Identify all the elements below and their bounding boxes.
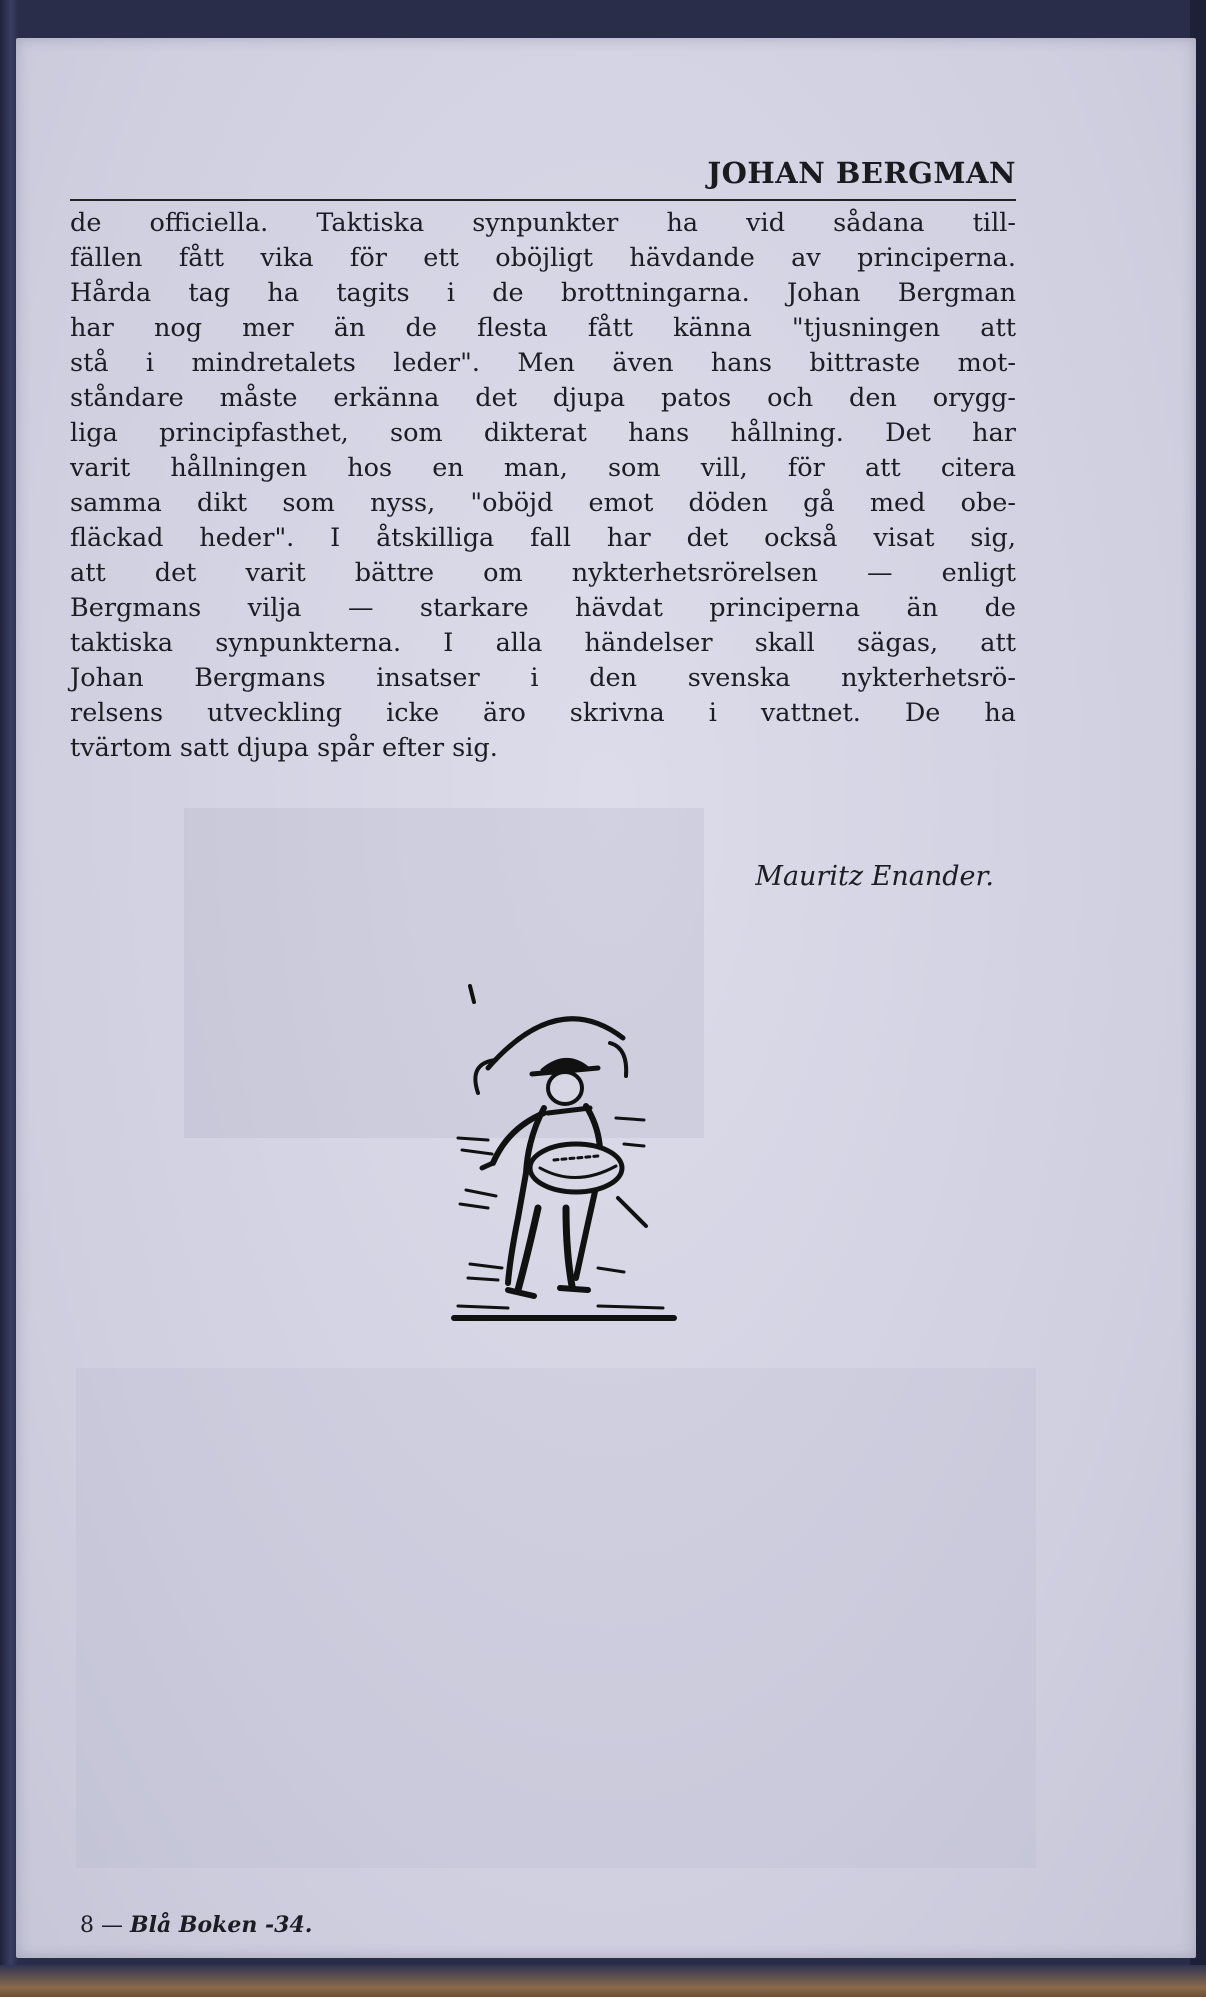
book-page — [16, 38, 1196, 1958]
text-line: ståndare måste erkänna det djupa patos och den orygg- — [70, 383, 1016, 413]
footer-page-number: 8 — [80, 1913, 94, 1938]
page-footer — [80, 1912, 312, 1938]
text-line: tvärtom satt djupa spår efter sig. — [70, 733, 498, 763]
text-line: relsens utveckling icke äro skrivna i vattnet. De ha — [70, 698, 1016, 728]
text-line: taktiska synpunkterna. I alla händelser skall sägas, att — [70, 628, 1016, 658]
text-line: varit hållningen hos en man, som vill, för att citera — [70, 453, 1016, 483]
text-line: stå i mindretalets leder". Men även hans bittraste mot- — [70, 348, 1016, 378]
text-line: fällen fått vika för ett oböjligt hävdande av principerna. — [70, 243, 1016, 273]
text-line: fläckad heder". I åtskilliga fall har det också visat sig, — [70, 523, 1016, 553]
text-line: att det varit bättre om nykterhetsrörelsen — enligt — [70, 558, 1016, 588]
text-line: samma dikt som nyss, "oböjd emot döden gå med obe- — [70, 488, 1016, 518]
text-line: liga principfasthet, som dikterat hans hållning. Det har — [70, 418, 1016, 448]
footer-book-title: Blå Boken -34. — [130, 1912, 313, 1938]
body-paragraph — [70, 206, 1016, 766]
text-line: Bergmans vilja — starkare hävdat principerna än de — [70, 593, 1016, 623]
footer-dash: — — [101, 1913, 123, 1938]
author-signature: Mauritz Enander. — [755, 861, 994, 892]
text-line: Johan Bergmans insatser i den svenska nykterhetsrö- — [70, 663, 1016, 693]
text-line: har nog mer än de flesta fått känna "tjusningen att — [70, 313, 1016, 343]
text-line: Hårda tag ha tagits i de brottningarna. Johan Bergman — [70, 278, 1016, 308]
book-edge-bottom — [0, 1965, 1206, 1997]
running-header: JOHAN BERGMAN — [707, 156, 1016, 190]
text-line: de officiella. Taktiska synpunkter ha vid sådana till- — [70, 208, 1016, 238]
header-rule — [70, 199, 1016, 201]
sower-woodcut-icon — [448, 968, 682, 1338]
show-through-text — [76, 1368, 1036, 1868]
